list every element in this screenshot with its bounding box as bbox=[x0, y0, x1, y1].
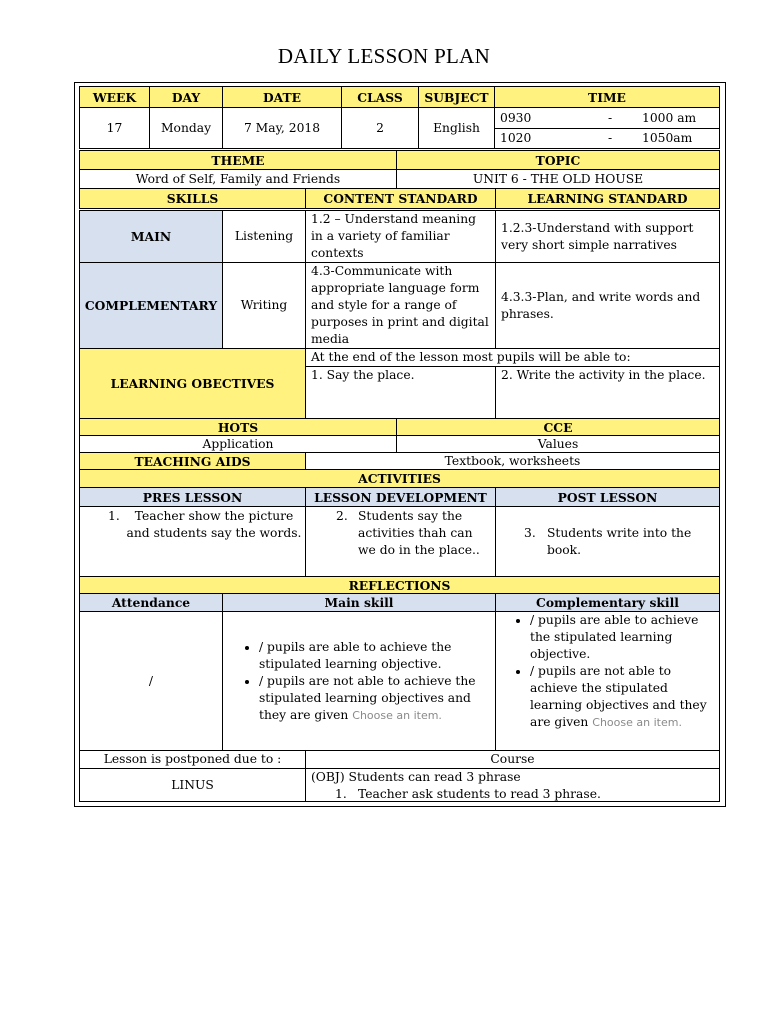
class-value: 2 bbox=[341, 107, 419, 149]
time-start-2: 1020 bbox=[500, 131, 532, 145]
time-row-1 bbox=[494, 107, 720, 129]
time-dash-1: - bbox=[608, 110, 613, 125]
pres-text: Teacher show the picture and students say the words. bbox=[126, 509, 302, 540]
complementary-content-standard: 4.3-Communicate with appropriate language form and style for a range of purposes in print and digital media bbox=[305, 262, 496, 349]
time-start-1: 0930 bbox=[500, 110, 532, 125]
complementary-learning-standard: 4.3.3-Plan, and write words and phrases. bbox=[495, 262, 720, 349]
comp-choose-item-dropdown[interactable]: Choose an item. bbox=[592, 716, 682, 729]
learning-standard-header: LEARNING STANDARD bbox=[495, 188, 720, 209]
main-reflection-text-1: / pupils are able to achieve the stipulated learning objective. bbox=[259, 639, 452, 671]
activities-header: ACTIVITIES bbox=[79, 469, 720, 488]
main-skill-header: Main skill bbox=[222, 593, 496, 612]
time-dash-2: - bbox=[608, 131, 613, 145]
main-reflection-bullet-1 bbox=[259, 639, 495, 673]
postponed-label: Lesson is postponed due to : bbox=[79, 750, 306, 769]
teaching-aids-label: TEACHING AIDS bbox=[79, 452, 306, 470]
post-number: 3. bbox=[524, 526, 536, 540]
reflections-header: REFLECTIONS bbox=[79, 576, 720, 594]
linus-value: LINUS bbox=[79, 768, 306, 802]
cce-value: Values bbox=[396, 435, 720, 453]
lesson-plan-table bbox=[79, 86, 720, 802]
course-label: Course bbox=[305, 750, 720, 769]
comp-reflection-text-2: / pupils are not able to achieve the stipulated learning objectives and they are given bbox=[530, 664, 707, 729]
topic-header: TOPIC bbox=[396, 150, 720, 170]
course-step-number: 1. bbox=[335, 787, 347, 801]
main-skill: Listening bbox=[222, 210, 306, 263]
lesson-development-header: LESSON DEVELOPMENT bbox=[305, 487, 496, 507]
course-objective: (OBJ) Students can read 3 phrase bbox=[311, 770, 521, 784]
objective-one: 1. Say the place. bbox=[305, 366, 496, 419]
comp-reflection-bullet-2 bbox=[530, 663, 719, 731]
theme-header: THEME bbox=[79, 150, 397, 170]
teaching-aids-value: Textbook, worksheets bbox=[305, 452, 720, 470]
objectives-intro: At the end of the lesson most pupils will be able to: bbox=[305, 348, 720, 367]
time-end-1: 1000 am bbox=[642, 110, 697, 125]
pres-number: 1. bbox=[108, 509, 120, 523]
skills-header: SKILLS bbox=[79, 188, 306, 209]
class-header: CLASS bbox=[341, 86, 419, 108]
document-title: DAILY LESSON PLAN bbox=[277, 44, 491, 68]
main-skill-reflection bbox=[222, 611, 496, 751]
main-content-standard: 1.2 – Understand meaning in a variety of familiar contexts bbox=[305, 210, 496, 263]
attendance-value: / bbox=[79, 611, 223, 751]
pres-lesson-header: PRES LESSON bbox=[79, 487, 306, 507]
post-lesson-header: POST LESSON bbox=[495, 487, 720, 507]
complementary-skill-header: Complementary skill bbox=[495, 593, 720, 612]
main-learning-standard: 1.2.3-Understand with support very short simple narratives bbox=[495, 210, 720, 263]
complementary-skill-reflection bbox=[495, 611, 720, 751]
day-value: Monday bbox=[149, 107, 223, 149]
hots-value: Application bbox=[79, 435, 397, 453]
main-reflection-bullet-2 bbox=[259, 673, 495, 724]
week-value: 17 bbox=[79, 107, 150, 149]
main-choose-item-dropdown[interactable]: Choose an item. bbox=[352, 708, 442, 722]
attendance-header: Attendance bbox=[79, 593, 223, 612]
post-text: Students write into the book. bbox=[547, 526, 692, 557]
subject-header: SUBJECT bbox=[418, 86, 495, 108]
time-header: TIME bbox=[494, 86, 720, 108]
main-label: MAIN bbox=[79, 210, 223, 263]
complementary-skill: Writing bbox=[222, 262, 306, 349]
objective-two: 2. Write the activity in the place. bbox=[495, 366, 720, 419]
complementary-label: COMPLEMENTARY bbox=[79, 262, 223, 349]
dev-text: Students say the activities thah can we do in the place.. bbox=[358, 509, 480, 557]
lesson-development-activity bbox=[305, 506, 496, 577]
main-reflection-text-2: / pupils are not able to achieve the stipulated learning objectives and they are given bbox=[259, 673, 476, 722]
time-end-2: 1050am bbox=[642, 131, 693, 145]
hots-header: HOTS bbox=[79, 418, 397, 436]
course-step-text: Teacher ask students to read 3 phrase. bbox=[358, 787, 601, 801]
dev-number: 2. bbox=[336, 509, 348, 523]
subject-value: English bbox=[418, 107, 495, 149]
week-header: WEEK bbox=[79, 86, 150, 108]
day-header: DAY bbox=[149, 86, 223, 108]
pres-lesson-activity bbox=[79, 506, 306, 577]
comp-reflection-text-1: / pupils are able to achieve the stipulated learning objective. bbox=[530, 613, 699, 661]
time-row-2 bbox=[494, 128, 720, 149]
content-standard-header: CONTENT STANDARD bbox=[305, 188, 496, 209]
theme-value: Word of Self, Family and Friends bbox=[79, 169, 397, 189]
date-header: DATE bbox=[222, 86, 342, 108]
post-lesson-activity bbox=[495, 506, 720, 577]
comp-reflection-bullet-1 bbox=[530, 612, 719, 663]
learning-objectives-label: LEARNING OBECTIVES bbox=[79, 348, 306, 419]
course-detail bbox=[305, 768, 720, 802]
date-value: 7 May, 2018 bbox=[222, 107, 342, 149]
cce-header: CCE bbox=[396, 418, 720, 436]
topic-value: UNIT 6 - THE OLD HOUSE bbox=[396, 169, 720, 189]
